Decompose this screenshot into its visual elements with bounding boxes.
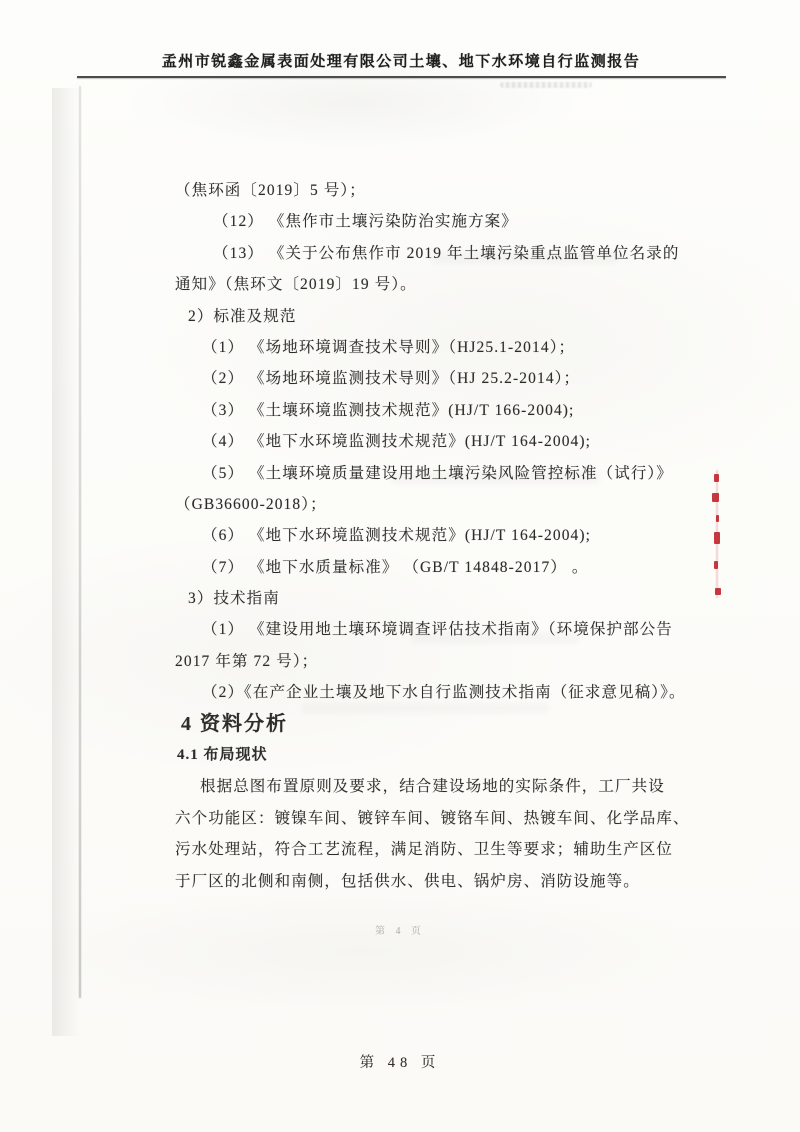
page-crease-line bbox=[79, 86, 81, 998]
doc-line: （13） 《关于公布焦作市 2019 年土壤污染重点监管单位名录的 bbox=[213, 244, 680, 262]
document-body bbox=[175, 175, 690, 897]
page-number: 第 48 页 bbox=[359, 1055, 441, 1071]
doc-line: 2017 年第 72 号）； bbox=[175, 652, 319, 670]
doc-line: 污水处理站，符合工艺流程，满足消防、卫生等要求；辅助生产区位 bbox=[175, 841, 674, 859]
doc-line: （焦环函〔2019〕5 号）； bbox=[175, 182, 366, 199]
doc-line: （7） 《地下水质量标准》 （GB/T 14848-2017） 。 bbox=[202, 558, 589, 576]
red-ink-mark bbox=[714, 561, 718, 569]
red-ink-mark bbox=[714, 532, 720, 544]
scan-smudge bbox=[500, 82, 592, 88]
doc-line: （4） 《地下水环境监测技术规范》(HJ/T 164-2004); bbox=[202, 433, 592, 451]
doc-line: （2） 《场地环境监测技术导则》（HJ 25.2-2014）； bbox=[202, 370, 581, 388]
header-rule bbox=[77, 76, 726, 78]
report-header-title: 孟州市锐鑫金属表面处理有限公司土壤、地下水环境自行监测报告 bbox=[161, 54, 641, 70]
doc-line: 2）标准及规范 bbox=[188, 307, 297, 325]
section-heading: 4 资料分析 bbox=[181, 712, 288, 735]
doc-line: （1） 《建设用地土壤环境调查评估技术指南》（环境保护部公告 bbox=[202, 621, 673, 639]
red-ink-mark bbox=[712, 493, 719, 502]
doc-line: （6） 《地下水环境监测技术规范》(HJ/T 164-2004); bbox=[202, 527, 592, 545]
doc-line: （2）《在产企业土壤及地下水自行监测技术指南（征求意见稿）》。 bbox=[202, 684, 686, 702]
doc-line: （3） 《土壤环境监测技术规范》(HJ/T 166-2004); bbox=[202, 401, 575, 419]
red-ink-mark bbox=[715, 588, 721, 595]
doc-line: （GB36600-2018）； bbox=[175, 495, 327, 513]
subsection-heading: 4.1 布局现状 bbox=[177, 747, 268, 764]
red-ink-mark bbox=[714, 474, 719, 482]
doc-line: （12） 《焦作市土壤污染防治实施方案》 bbox=[213, 213, 518, 231]
red-ink-mark bbox=[716, 515, 719, 522]
doc-line: 于厂区的北侧和南侧，包括供水、供电、锅炉房、消防设施等。 bbox=[175, 872, 640, 890]
inner-page-number: 第 4 页 bbox=[375, 926, 425, 937]
doc-line: 通知》（焦环文〔2019〕19 号）。 bbox=[175, 276, 417, 294]
doc-line: 六个功能区：镀镍车间、镀锌车间、镀铬车间、热镀车间、化学品库、 bbox=[175, 809, 690, 827]
scan-edge-shadow bbox=[52, 88, 80, 1036]
doc-line: 3）技术指南 bbox=[188, 590, 280, 608]
doc-line: （5） 《土壤环境质量建设用地土壤污染风险管控标准（试行）》 bbox=[202, 464, 673, 482]
doc-line: 根据总图布置原则及要求，结合建设场地的实际条件，工厂共设 bbox=[200, 778, 665, 796]
doc-line: （1） 《场地环境调查技术导则》（HJ25.1-2014）； bbox=[202, 338, 576, 356]
